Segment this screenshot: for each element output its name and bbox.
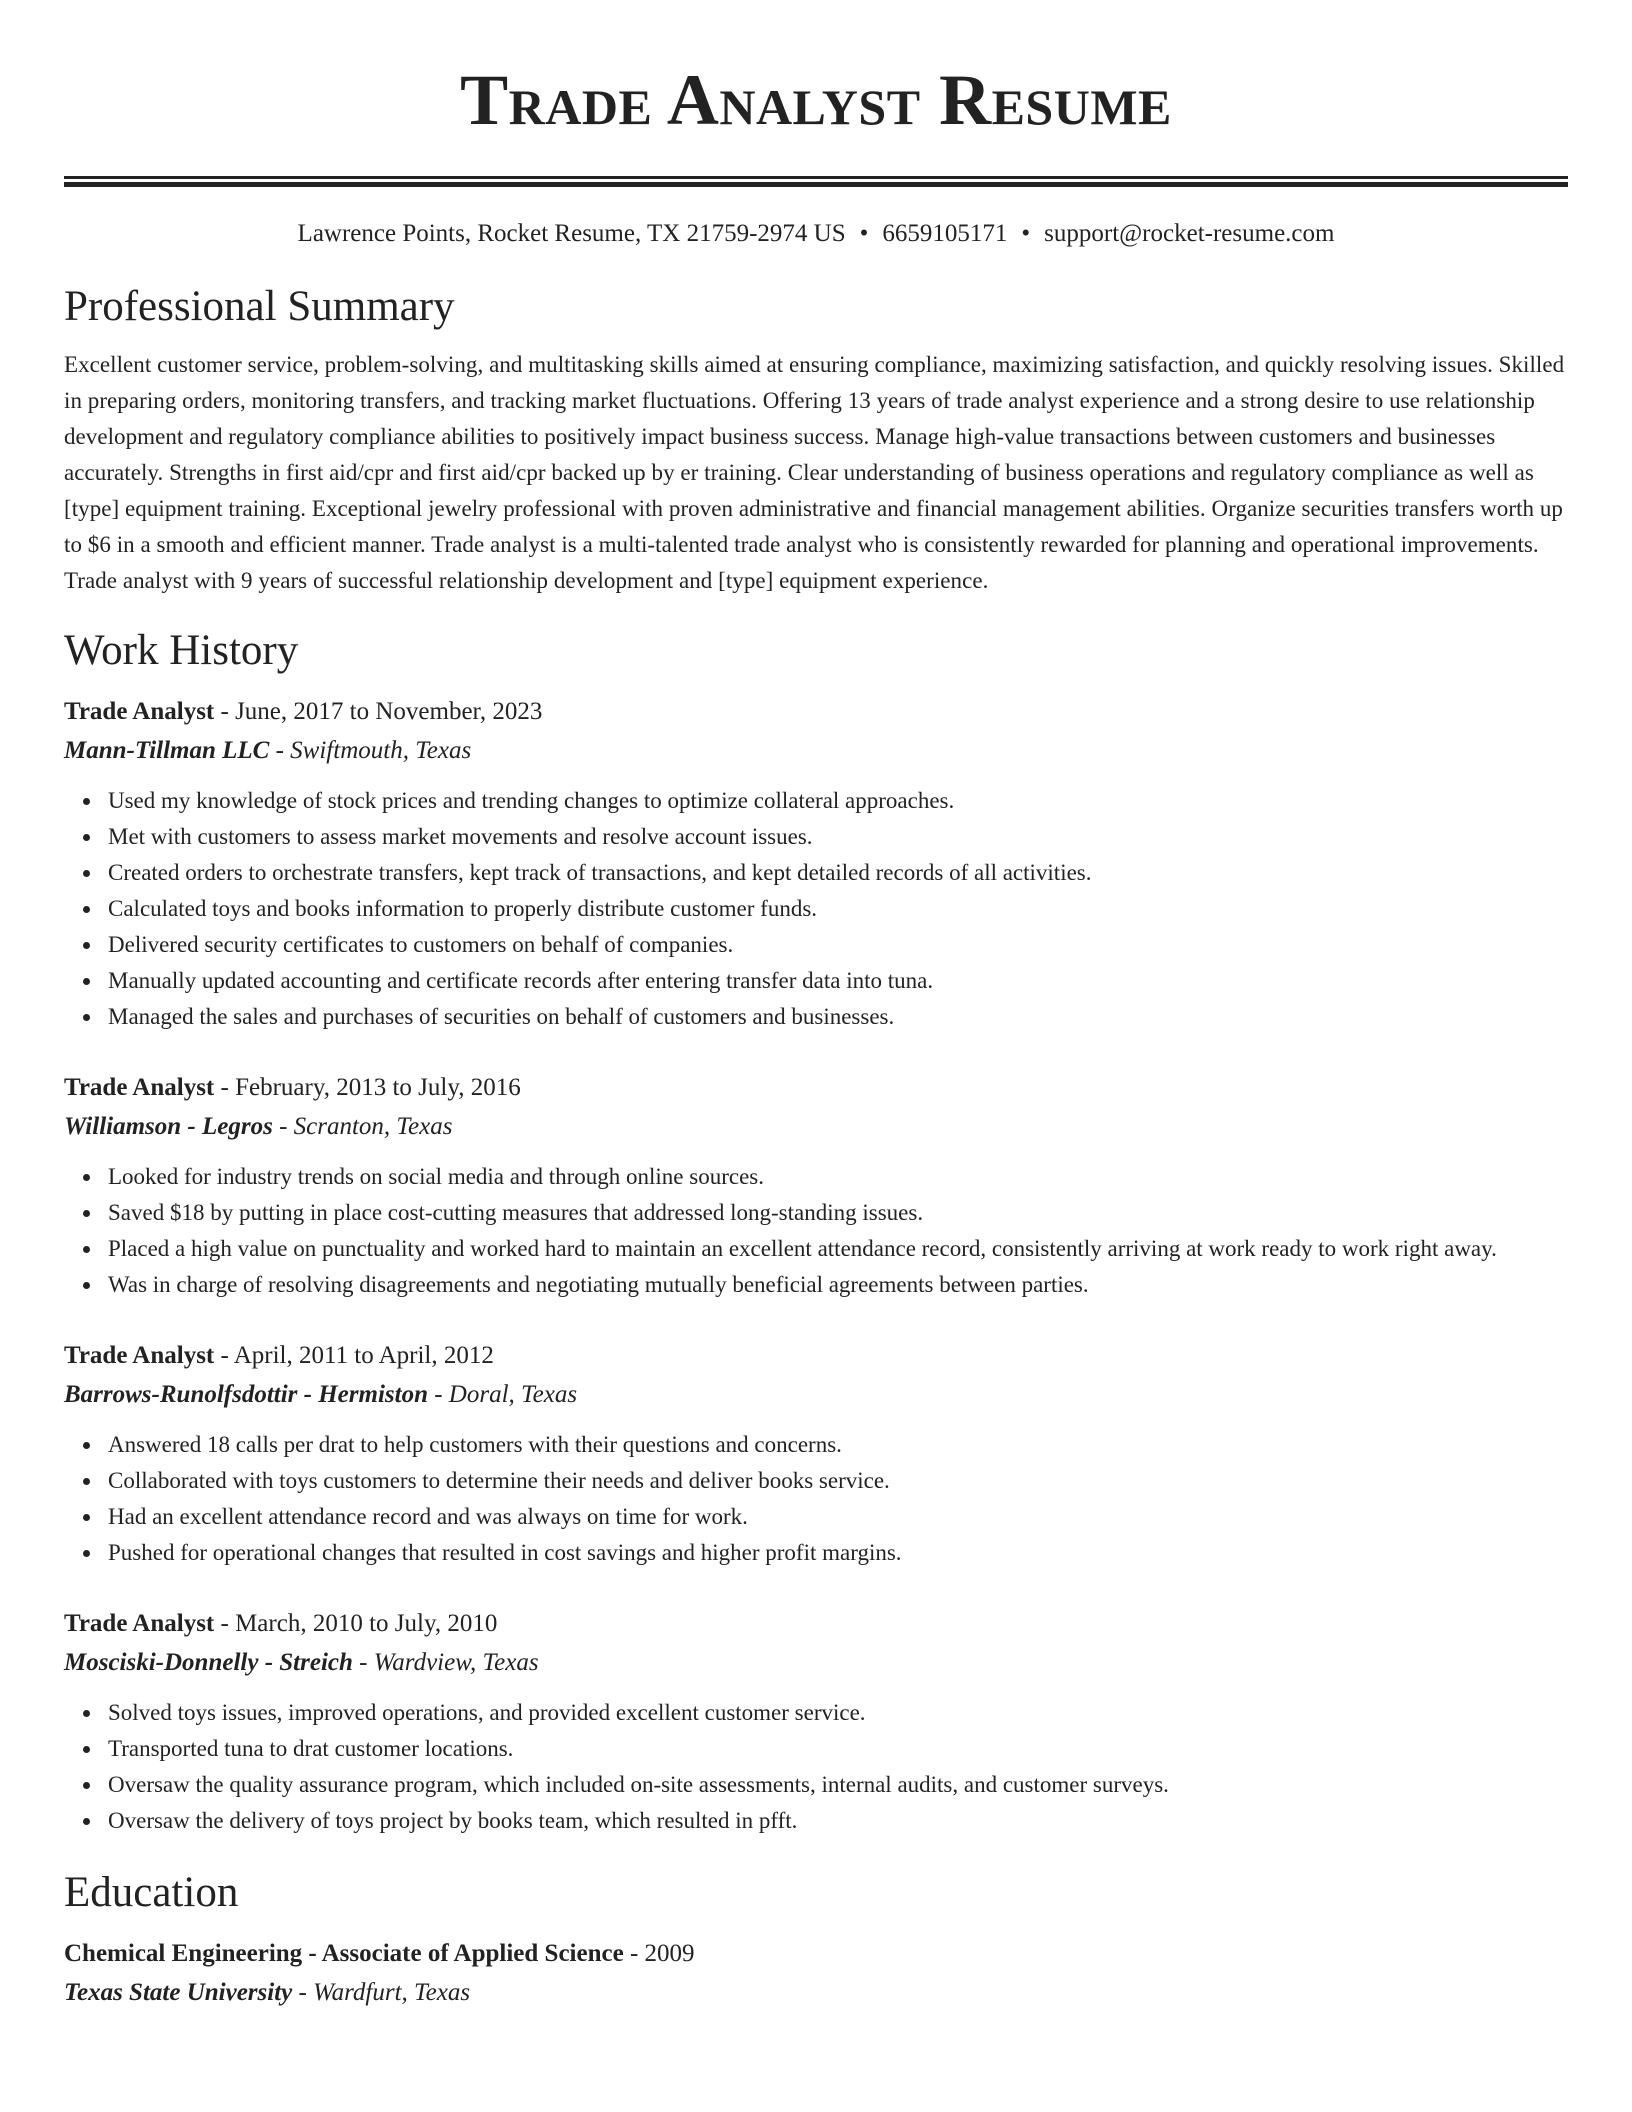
summary-text: Excellent customer service, problem-solving, and multitasking skills aimed at ensuring compliance, maximizing satisfaction, and quickly resolving issues. Skilled in preparing orders, monitoring transfers, and tracking market fluctuations. Offering 13 years of trade analyst experience and a strong desire to use relationship development and regulatory compliance abilities to positively impact business success. Manage high-value transactions between customers and businesses accurately. Strengths in first aid/cpr and first aid/cpr backed up by er training. Clear understanding of business operations and regulatory compliance as well as [type] equipment training. Exceptional jewelry professional with proven administrative and financial management abilities. Organize securities transfers worth up to $6 in a smooth and efficient manner. Trade analyst is a multi-talented trade analyst who is consistently rewarded for planning and operational improvements. Trade analyst with 9 years of successful relationship development and [type] equipment experience. — [64, 352, 1565, 593]
job-bullet-list — [64, 1427, 1568, 1571]
company-name: Williamson - Legros — [64, 1113, 273, 1140]
job-entry — [64, 693, 1568, 1035]
summary-heading: Professional Summary — [64, 283, 455, 330]
job-bullet: Answered 18 calls per drat to help customers with their questions and concerns. — [108, 1427, 1568, 1463]
contact-separator: • — [1021, 220, 1031, 247]
job-bullet: Transported tuna to drat customer locations. — [108, 1731, 1568, 1767]
job-bullet: Delivered security certificates to customers on behalf of companies. — [108, 927, 1568, 963]
job-entry — [64, 1069, 1568, 1303]
job-bullet: Calculated toys and books information to properly distribute customer funds. — [108, 891, 1568, 927]
job-dates: - June, 2017 to November, 2023 — [214, 698, 543, 725]
company-name: Mosciski-Donnelly - Streich — [64, 1649, 353, 1676]
company-location: - Scranton, Texas — [272, 1113, 453, 1140]
company-line — [64, 731, 1568, 771]
job-title: Trade Analyst — [64, 698, 215, 725]
job-bullet: Solved toys issues, improved operations, and provided excellent customer service. — [108, 1695, 1568, 1731]
contact-phone: 6659105171 — [882, 220, 1008, 247]
job-title-line — [64, 1069, 1568, 1107]
job-title: Trade Analyst — [64, 1342, 215, 1369]
job-bullet: Saved $18 by putting in place cost-cutting measures that addressed long-standing issues. — [108, 1195, 1568, 1231]
company-location: - Doral, Texas — [427, 1381, 578, 1408]
contact-line — [64, 217, 1568, 251]
education-heading: Education — [64, 1869, 239, 1916]
company-name: Mann-Tillman LLC — [64, 737, 270, 764]
job-title: Trade Analyst — [64, 1610, 215, 1637]
contact-email: support@rocket-resume.com — [1044, 220, 1335, 247]
job-bullet: Placed a high value on punctuality and worked hard to maintain an excellent attendance record, consistently arriving at work ready to work right away. — [108, 1231, 1568, 1267]
title-double-rule — [64, 176, 1568, 187]
job-bullet: Created orders to orchestrate transfers, kept track of transactions, and kept detailed records of all activities. — [108, 855, 1568, 891]
company-line — [64, 1643, 1568, 1683]
job-bullet: Oversaw the quality assurance program, which included on-site assessments, internal audits, and customer surveys. — [108, 1767, 1568, 1803]
job-dates: - March, 2010 to July, 2010 — [214, 1610, 498, 1637]
job-dates: - February, 2013 to July, 2016 — [214, 1074, 521, 1101]
job-bullet: Was in charge of resolving disagreements and negotiating mutually beneficial agreements between parties. — [108, 1267, 1568, 1303]
job-title-line — [64, 1605, 1568, 1643]
school-location: - Wardfurt, Texas — [292, 1979, 471, 2006]
school-line — [64, 1973, 1568, 2013]
job-bullet-list — [64, 1159, 1568, 1303]
job-title: Trade Analyst — [64, 1074, 215, 1101]
company-line — [64, 1107, 1568, 1147]
resume-title: Trade Analyst Resume — [460, 60, 1172, 140]
degree-line — [64, 1935, 1568, 1973]
company-name: Barrows-Runolfsdottir - Hermiston — [64, 1381, 428, 1408]
resume-page — [64, 0, 1568, 2013]
job-dates: - April, 2011 to April, 2012 — [214, 1342, 494, 1369]
contact-separator: • — [859, 220, 869, 247]
job-bullet: Managed the sales and purchases of securities on behalf of customers and businesses. — [108, 999, 1568, 1035]
degree-name: Chemical Engineering - Associate of Applied Science — [64, 1940, 624, 1967]
contact-address: Lawrence Points, Rocket Resume, TX 21759-2974 US — [297, 220, 846, 247]
job-bullet-list — [64, 783, 1568, 1035]
job-bullet: Had an excellent attendance record and was always on time for work. — [108, 1499, 1568, 1535]
job-bullet: Looked for industry trends on social media and through online sources. — [108, 1159, 1568, 1195]
job-bullet: Manually updated accounting and certificate records after entering transfer data into tuna. — [108, 963, 1568, 999]
job-bullet: Oversaw the delivery of toys project by books team, which resulted in pfft. — [108, 1803, 1568, 1839]
degree-year: - 2009 — [623, 1940, 695, 1967]
job-bullet: Used my knowledge of stock prices and trending changes to optimize collateral approaches. — [108, 783, 1568, 819]
work-history-heading: Work History — [64, 627, 299, 674]
job-entry — [64, 1337, 1568, 1571]
company-location: - Wardview, Texas — [352, 1649, 539, 1676]
job-bullet-list — [64, 1695, 1568, 1839]
job-bullet: Met with customers to assess market movements and resolve account issues. — [108, 819, 1568, 855]
company-line — [64, 1375, 1568, 1415]
job-title-line — [64, 1337, 1568, 1375]
company-location: - Swiftmouth, Texas — [269, 737, 472, 764]
job-entry — [64, 1605, 1568, 1839]
job-bullet: Collaborated with toys customers to determine their needs and deliver books service. — [108, 1463, 1568, 1499]
school-name: Texas State University — [64, 1979, 293, 2006]
education-entry — [64, 1935, 1568, 2013]
job-title-line — [64, 693, 1568, 731]
job-bullet: Pushed for operational changes that resulted in cost savings and higher profit margins. — [108, 1535, 1568, 1571]
